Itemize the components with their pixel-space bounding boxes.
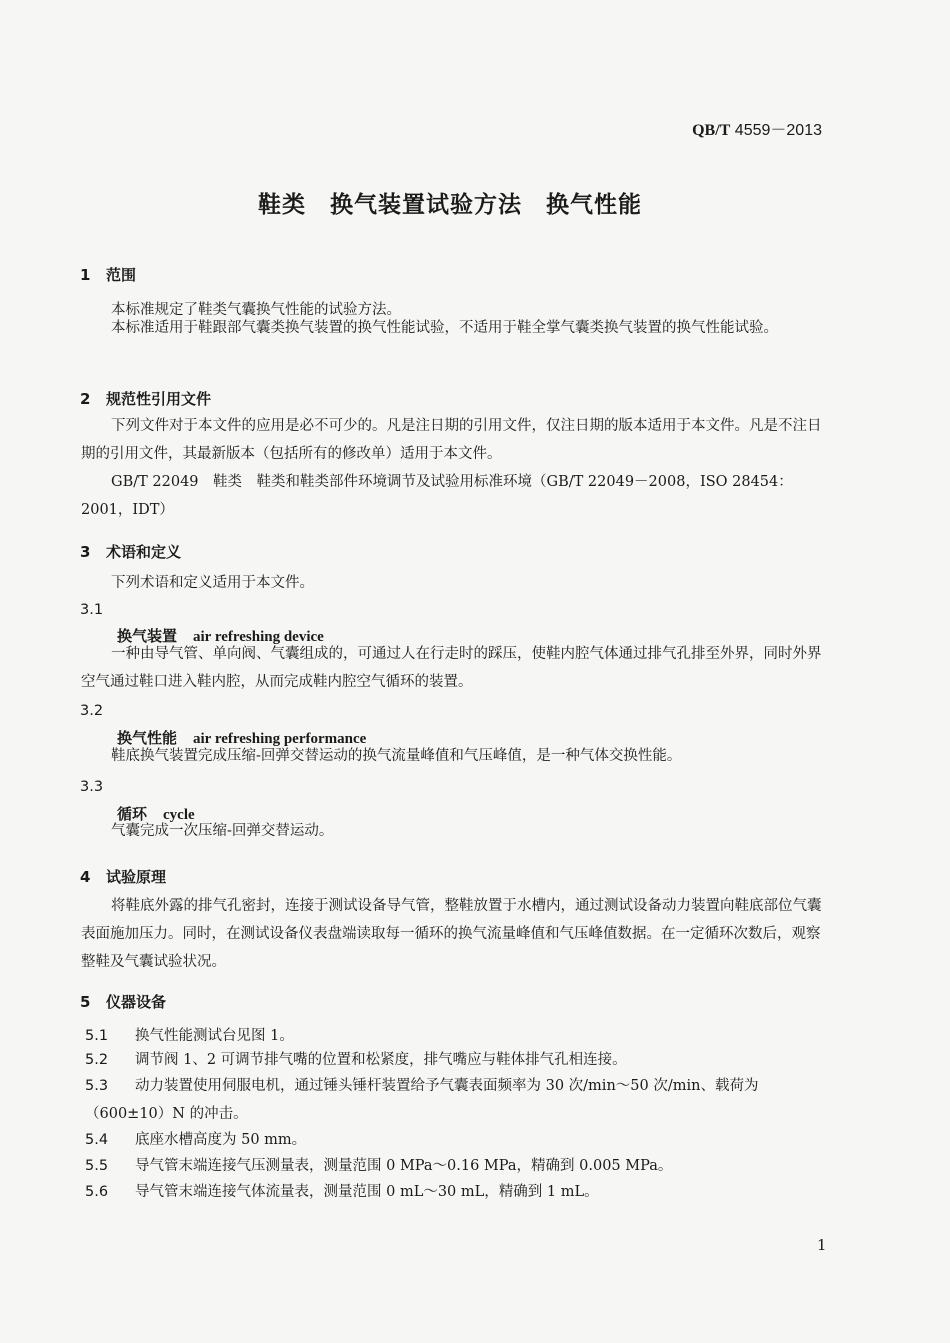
paragraph: 下列术语和定义适用于本文件。: [111, 575, 314, 591]
term-definition: 鞋底换气装置完成压缩-回弹交替运动的换气流量峰值和气压峰值，是一种气体交换性能。: [111, 748, 682, 764]
list-item: 5.4 底座水槽高度为 50 mm。: [85, 1132, 307, 1148]
code-number: 4559－2013: [734, 122, 822, 139]
term-definition: 气囊完成一次压缩-回弹交替运动。: [111, 823, 334, 839]
term-title: 换气性能 air refreshing performance: [117, 729, 367, 747]
list-item: 5.6 导气管末端连接气体流量表，测量范围 0 mL～30 mL，精确到 1 mL。: [85, 1184, 599, 1200]
paragraph: 本标准规定了鞋类气囊换气性能的试验方法。: [111, 302, 401, 318]
code-prefix: QB/T: [692, 122, 731, 139]
term-number: 3.2: [80, 703, 104, 719]
section-heading-1: 1 范围: [80, 266, 137, 284]
term-number: 3.1: [80, 602, 104, 618]
document-title: 鞋类 换气装置试验方法 换气性能: [258, 192, 642, 218]
reference-entry: GB/T 22049 鞋类 鞋类和鞋类部件环境调节及试验用标准环境（GB/T 22049－2008，ISO 28454：2001，IDT）: [81, 474, 793, 518]
standard-code: [692, 117, 822, 140]
section-heading-3: 3 术语和定义: [80, 543, 182, 561]
list-item: 5.3 动力装置使用伺服电机，通过锤头锤杆装置给予气囊表面频率为 30 次/min～50 次/min、载荷为 （600±10）N 的冲击。: [85, 1072, 835, 1128]
paragraph: 本标准适用于鞋跟部气囊类换气装置的换气性能试验，不适用于鞋全掌气囊类换气装置的换气性能试验。: [111, 320, 778, 336]
paragraph: 将鞋底外露的排气孔密封，连接于测试设备导气管，整鞋放置于水槽内，通过测试设备动力装置向鞋底部位气囊表面施加压力。同时，在测试设备仪表盘端读取每一循环的换气流量峰值和气压峰值数据。在一定循环次数后，观察整鞋及气囊试验状况。: [81, 898, 822, 970]
section-heading-2: 2 规范性引用文件: [80, 390, 212, 408]
page-number: 1: [817, 1236, 827, 1254]
term-title: 换气装置 air refreshing device: [117, 627, 324, 645]
term-definition: 一种由导气管、单向阀、气囊组成的，可通过人在行走时的踩压，使鞋内腔气体通过排气孔排至外界，同时外界空气通过鞋口进入鞋内腔，从而完成鞋内腔空气循环的装置。: [81, 646, 822, 690]
list-item-continuation: （600±10）N 的冲击。: [85, 1106, 248, 1122]
list-item: 5.2 调节阀 1、2 可调节排气嘴的位置和松紧度，排气嘴应与鞋体排气孔相连接。: [85, 1052, 627, 1068]
list-item: 5.1 换气性能测试台见图 1。: [85, 1028, 294, 1044]
term-number: 3.3: [80, 779, 104, 795]
paragraph: 下列文件对于本文件的应用是必不可少的。凡是注日期的引用文件，仅注日期的版本适用于本文件。凡是不注日期的引用文件，其最新版本（包括所有的修改单）适用于本文件。: [81, 418, 822, 462]
term-title: 循环 cycle: [117, 805, 195, 823]
section-heading-5: 5 仪器设备: [80, 993, 167, 1011]
list-item: 5.5 导气管末端连接气压测量表，测量范围 0 MPa～0.16 MPa，精确到 0.005 MPa。: [85, 1158, 673, 1174]
section-heading-4: 4 试验原理: [80, 868, 167, 886]
